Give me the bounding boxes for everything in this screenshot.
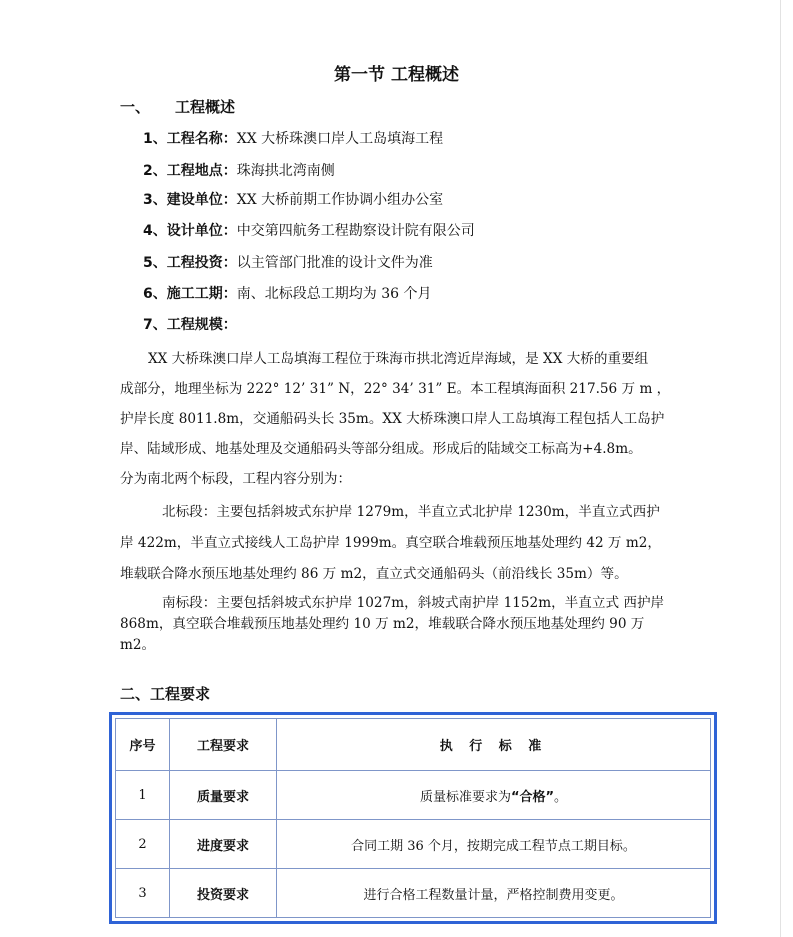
south-section-paragraph [120, 593, 722, 656]
item-owner [143, 189, 443, 209]
item-investment [143, 252, 433, 272]
paragraph-line: 岸 422m，半直立式接线人工岛护岸 1999m。真空联合堆载预压地基处理约 42 万 m2， [120, 535, 661, 551]
cell-standard [277, 771, 711, 820]
item-label: 6、施工工期： [143, 286, 237, 302]
item-value: XX 大桥前期工作协调小组办公室 [236, 192, 444, 208]
paragraph-line: m2。 [120, 637, 156, 653]
requirements-table-frame [109, 712, 717, 924]
item-value: 以主管部门批准的设计文件为准 [236, 255, 433, 271]
item-label: 1、工程名称： [143, 131, 237, 147]
item-label: 7、工程规模： [143, 317, 237, 333]
section2-heading: 二、工程要求 [120, 685, 211, 703]
scale-paragraph [120, 344, 722, 494]
item-label: 4、设计单位： [143, 223, 237, 239]
table-row [116, 869, 711, 918]
paragraph-line: 868m，真空联合堆载预压地基处理约 10 万 m2，堆载联合降水预压地基处理约 90 万 [120, 616, 645, 632]
cell-no: 3 [116, 869, 170, 918]
cell-requirement: 进度要求 [170, 820, 277, 869]
item-designer [143, 220, 475, 240]
item-value: 珠海拱北湾南侧 [236, 163, 335, 179]
section1-number: 一、 [120, 98, 151, 116]
paragraph-line: 岸、陆域形成、地基处理及交通船码头等部分组成。形成后的陆域交工标高为+4.8m。 [120, 441, 642, 457]
item-project-location [143, 160, 335, 180]
cell-requirement: 投资要求 [170, 869, 277, 918]
section1-heading-text: 工程概述 [175, 98, 236, 116]
item-label: 3、建设单位： [143, 192, 237, 208]
paragraph-line: 护岸长度 8011.8m，交通船码头长 35m。XX 大桥珠澳口岸人工岛填海工程包括人工岛护 [120, 411, 665, 427]
north-section-paragraph [120, 497, 722, 590]
page-title: 第一节 工程概述 [334, 65, 459, 85]
cell-requirement: 质量要求 [170, 771, 277, 820]
section1-heading [120, 96, 235, 117]
item-label: 2、工程地点： [143, 163, 237, 179]
header-requirement: 工程要求 [170, 719, 277, 771]
standard-text-end: 。 [554, 789, 568, 805]
requirements-table [115, 718, 711, 918]
cell-standard: 合同工期 36 个月，按期完成工程节点工期目标。 [277, 820, 711, 869]
header-standard: 执 行 标 准 [277, 719, 711, 771]
cell-no: 2 [116, 820, 170, 869]
item-value: XX 大桥珠澳口岸人工岛填海工程 [236, 131, 444, 147]
cell-no: 1 [116, 771, 170, 820]
item-value: 南、北标段总工期均为 36 个月 [236, 286, 432, 302]
paragraph-line: 分为南北两个标段，工程内容分别为： [120, 471, 352, 487]
paragraph-line: 堆载联合降水预压地基处理约 86 万 m2，直立式交通船码头（前沿线长 35m）等。 [120, 566, 628, 582]
page-edge [780, 0, 781, 937]
item-project-name [143, 128, 443, 148]
standard-text: 质量标准要求为 [419, 789, 511, 805]
paragraph-line: 南标段：主要包括斜坡式东护岸 1027m，斜坡式南护岸 1152m，半直立式 西护岸 [162, 595, 665, 611]
paragraph-line: XX 大桥珠澳口岸人工岛填海工程位于珠海市拱北湾近岸海域，是 XX 大桥的重要组 [148, 351, 649, 367]
item-label: 5、工程投资： [143, 255, 237, 271]
item-value: 中交第四航务工程勘察设计院有限公司 [236, 223, 475, 239]
table-row [116, 771, 711, 820]
standard-emphasis: “合格” [510, 789, 555, 805]
item-scale [143, 314, 237, 334]
header-no: 序号 [116, 719, 170, 771]
paragraph-line: 北标段：主要包括斜坡式东护岸 1279m，半直立式北护岸 1230m，半直立式西护 [162, 504, 660, 520]
table-header-row [116, 719, 711, 771]
cell-standard: 进行合格工程数量计量，严格控制费用变更。 [277, 869, 711, 918]
paragraph-line: 成部分，地理坐标为 222° 12’ 31” N，22° 34’ 31” E。本工程填海面积 217.56 万 m ， [120, 381, 671, 397]
table-row [116, 820, 711, 869]
item-duration [143, 283, 431, 303]
